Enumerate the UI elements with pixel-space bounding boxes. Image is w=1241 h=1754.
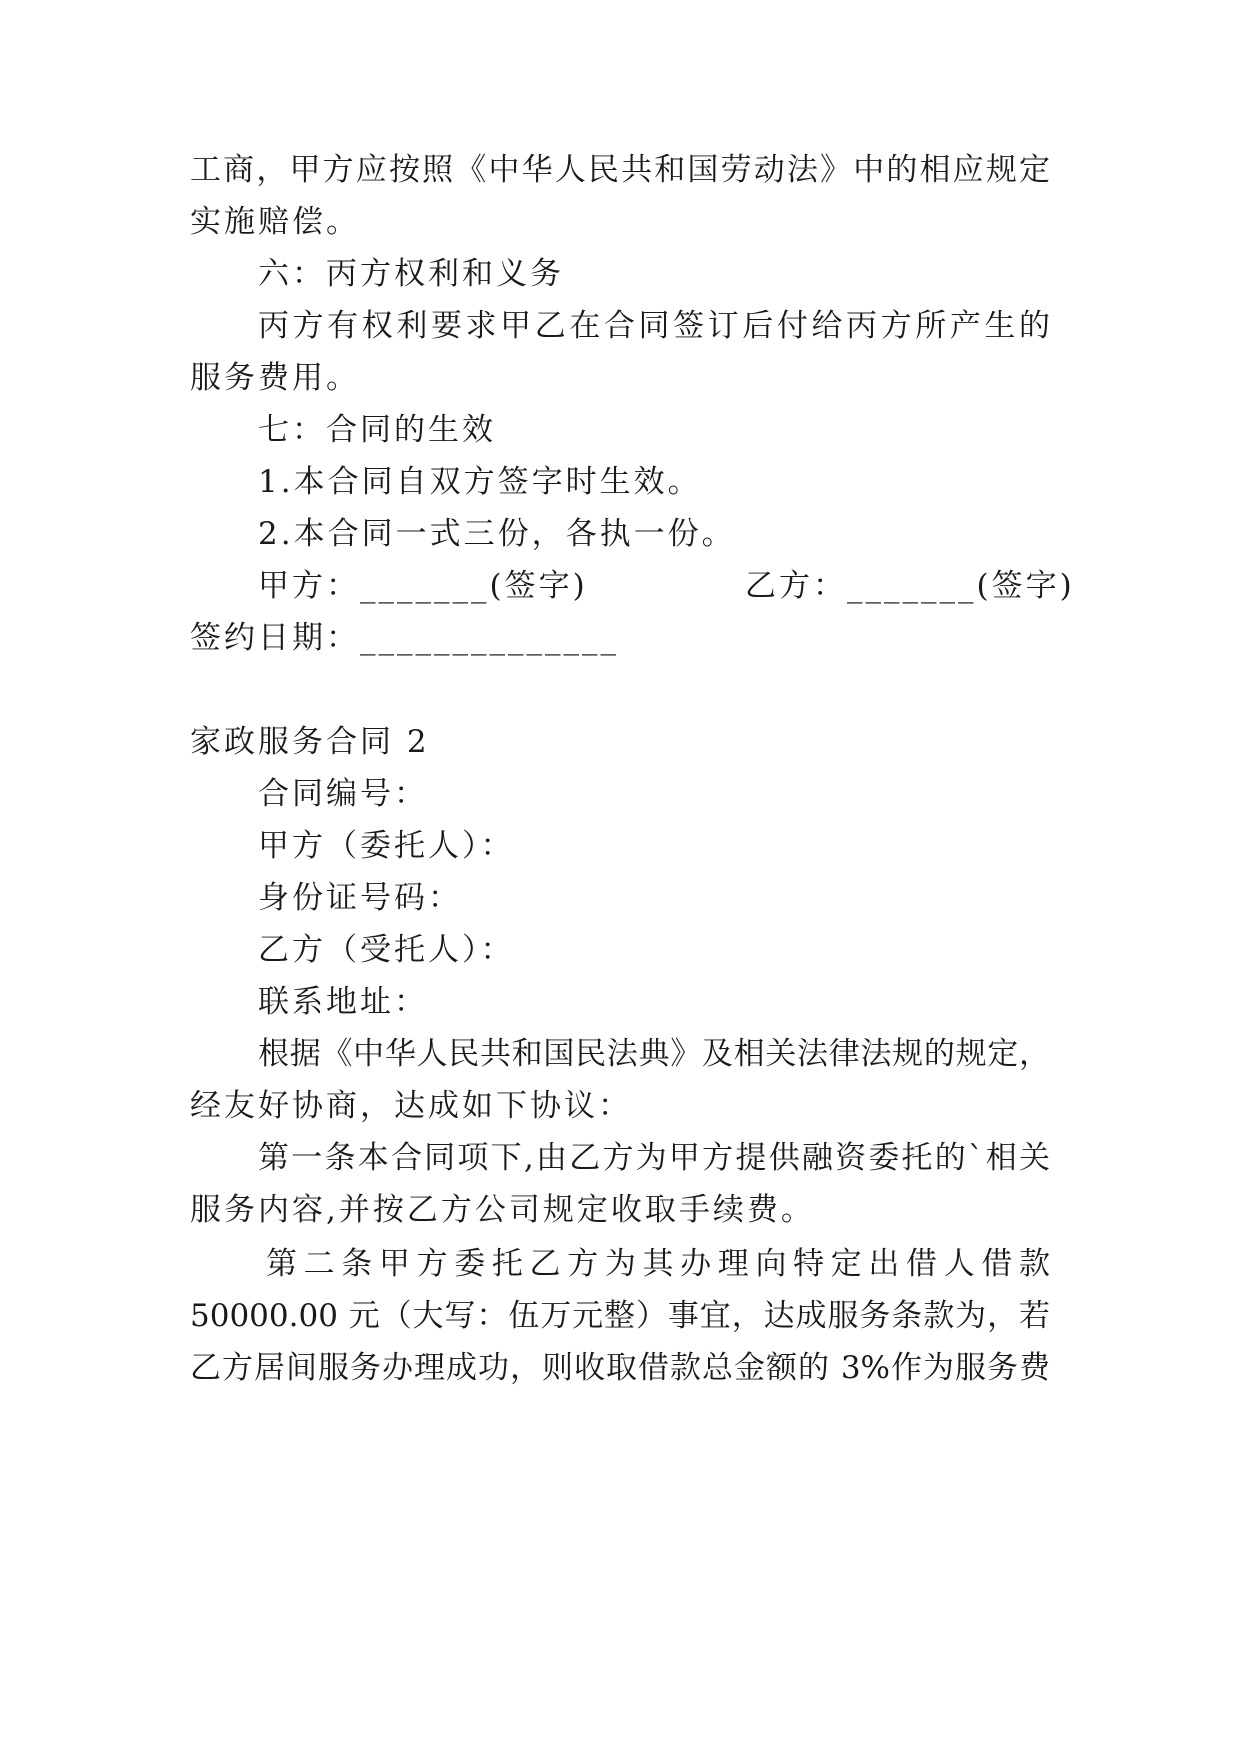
party-b-signature: 乙方：_______(签字) <box>745 568 1075 604</box>
document-title: 家政服务合同 2 <box>190 724 430 760</box>
signature-row <box>0 566 1241 606</box>
contract-number-field: 合同编号： <box>258 776 428 812</box>
paragraph-line: 服务费用。 <box>190 360 360 396</box>
party-b-field: 乙方（受托人）： <box>258 932 515 968</box>
paragraph-line: 丙方有权利要求甲乙在合同签订后付给丙方所产生的 <box>258 308 1050 344</box>
id-number-field: 身份证号码： <box>258 880 462 916</box>
signing-date: 签约日期：______________ <box>190 620 619 656</box>
paragraph-line: 乙方居间服务办理成功，则收取借款总金额的 3%作为服务费 <box>190 1350 1050 1386</box>
paragraph-line: 实施赔偿。 <box>190 204 360 240</box>
party-a-signature: 甲方：_______(签字) <box>258 568 588 604</box>
paragraph-line: 服务内容,并按乙方公司规定收取手续费。 <box>190 1192 815 1228</box>
paragraph-line: 工商，甲方应按照《中华人民共和国劳动法》中的相应规定 <box>190 152 1050 188</box>
paragraph-line: 第二条甲方委托乙方为其办理向特定出借人借款 <box>266 1246 1050 1282</box>
paragraph-line: 经友好协商，达成如下协议： <box>190 1088 632 1124</box>
paragraph-line: 2.本合同一式三份，各执一份。 <box>258 516 736 552</box>
paragraph-line: 1.本合同自双方签字时生效。 <box>258 464 702 500</box>
paragraph-line: 第一条本合同项下,由乙方为甲方提供融资委托的`相关 <box>258 1140 1050 1176</box>
address-field: 联系地址： <box>258 984 428 1020</box>
paragraph-line: 根据《中华人民共和国民法典》及相关法律法规的规定， <box>258 1036 1050 1072</box>
section-heading: 六：丙方权利和义务 <box>258 256 564 292</box>
section-heading: 七：合同的生效 <box>258 412 496 448</box>
party-a-field: 甲方（委托人）： <box>258 828 515 864</box>
paragraph-line: 50000.00 元（大写：伍万元整）事宜，达成服务条款为，若 <box>190 1298 1050 1334</box>
